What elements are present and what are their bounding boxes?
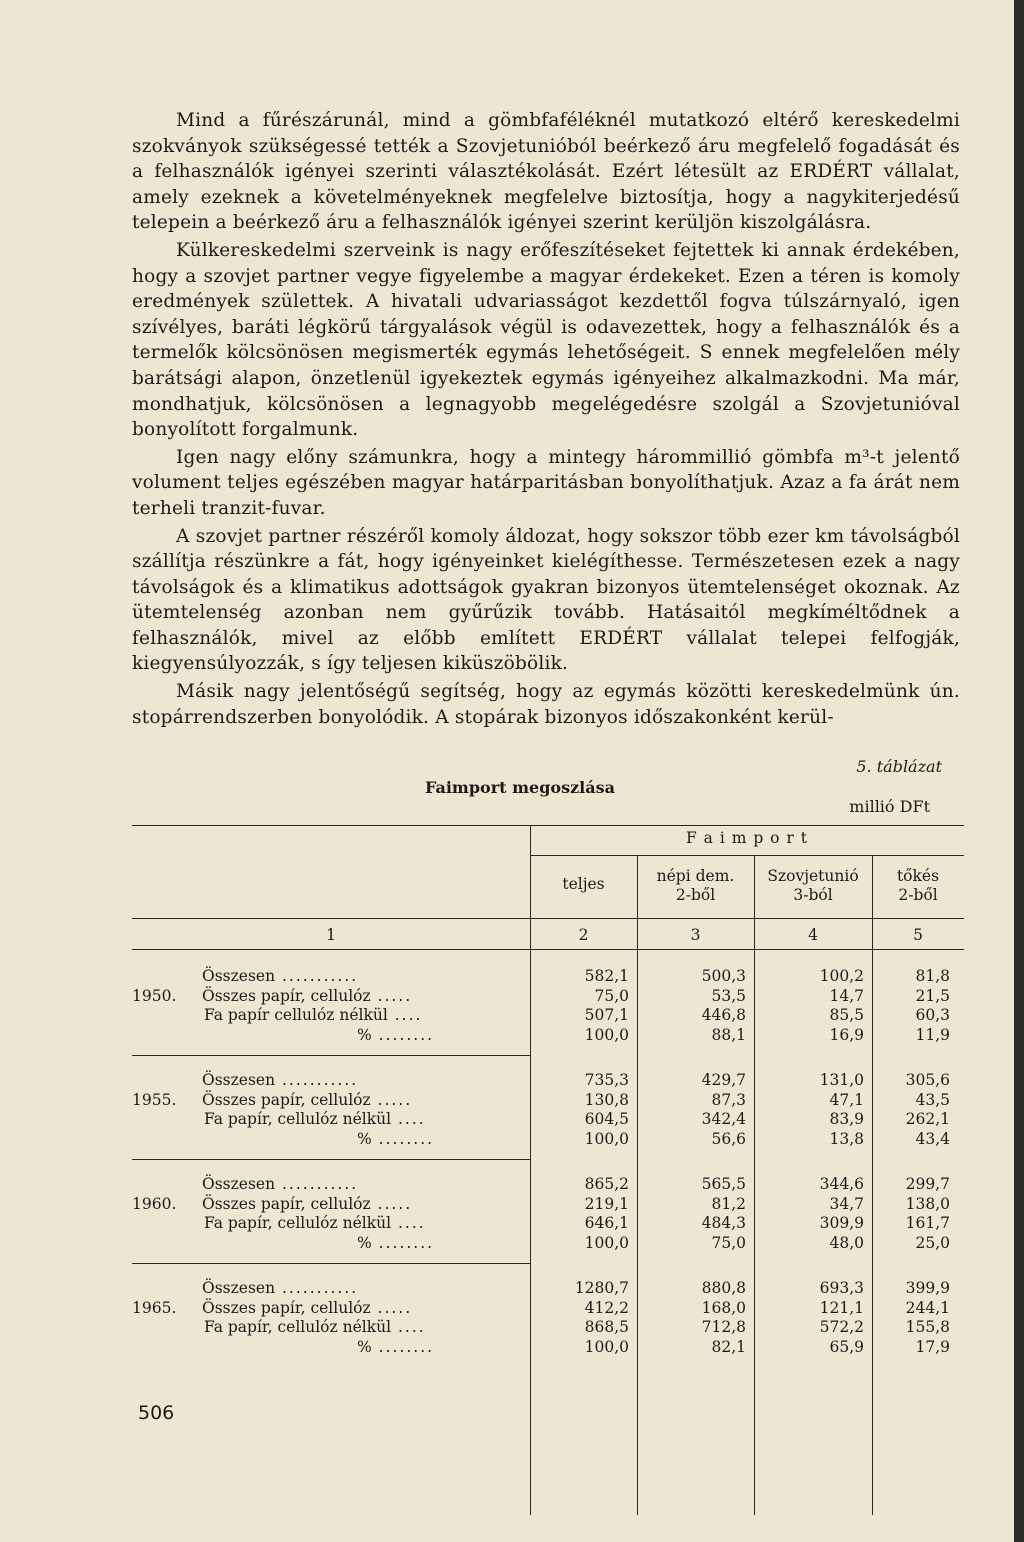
- table-cell: 65,9: [829, 1337, 864, 1356]
- table-cell: 21,5: [915, 986, 950, 1005]
- year-label: 1950.: [132, 986, 177, 1005]
- table-cell: 130,8: [584, 1090, 629, 1109]
- table-cell: 75,0: [594, 986, 629, 1005]
- table-cell: 43,5: [915, 1090, 950, 1109]
- row-label: [357, 1130, 434, 1148]
- row-label-text: Fa papír, cellulóz nélkül: [204, 1110, 392, 1129]
- colnum-rule: [132, 949, 964, 950]
- table-cell: 81,2: [711, 1194, 746, 1213]
- col-number-2: 2: [578, 926, 589, 944]
- paragraph-4: A szovjet partner részéről komoly áldozat, hogy sokszor több ezer km távolságból szállítja részünkre a fát, hogy igényeinket kielégíthesse. Természetesen ezek a nagy távolságok és a klimatikus adottságok gyakran bizonyos ütemtelenséget okoznak. Az ütemtelenség azonban nem gyűrűzik tovább. Hatásaitól megkíméltődnek a felhasználók, mivel az előbb említett ERDÉRT vállalat telepei felfogják, kiegyensúlyozzák, s így teljesen kiküszöbölik.: [132, 525, 960, 675]
- table-cell: 1280,7: [574, 1279, 629, 1297]
- group-header: F a i m p o r t: [685, 829, 809, 847]
- paragraph-5: Másik nagy jelentőségű segítség, hogy az egymás közötti kereskedelmünk ún. stopárrendszerben bonyolódik. A stopárak bizonyos időszakonként kerül-: [132, 681, 960, 728]
- leader-dots: ....: [387, 1006, 423, 1025]
- row-label-text: %: [357, 1025, 372, 1044]
- table-cell: 155,8: [905, 1318, 950, 1337]
- row-label: [202, 1091, 412, 1109]
- row-label: [357, 1026, 434, 1044]
- group-separator: [132, 1159, 530, 1160]
- table-cell: 693,3: [819, 1279, 864, 1297]
- group-separator: [132, 1055, 530, 1056]
- table-cell: 344,6: [819, 1175, 864, 1193]
- col-number-3: 3: [690, 926, 701, 944]
- table-cell: 309,9: [819, 1214, 864, 1233]
- leader-dots: ....: [391, 1110, 426, 1129]
- row-label-text: %: [357, 1129, 372, 1148]
- table-cell: 100,0: [584, 1129, 629, 1148]
- paragraph-1: Mind a fűrészárunál, mind a gömbfaféléknél mutatkozó eltérő kereskedelmi szokványok szükségessé tették a Szovjetunióból beérkező áru megfelelő fogadását és a felhasználók igényei szerinti választékolását. Ezért létesült az ERDÉRT vállalat, amely ezeknek a követelményeknek megfelelve biztosítja, hogy a nagykiterjedésű telepein a beérkező áru a felhasználók igényei szerint kerüljön kiszolgálásra.: [132, 110, 960, 234]
- table-cell: 88,1: [711, 1025, 746, 1044]
- row-label: [202, 987, 412, 1005]
- table-cell: 868,5: [584, 1318, 629, 1337]
- row-label-text: Fa papír, cellulóz nélkül: [204, 1318, 392, 1337]
- leader-dots: ...........: [275, 967, 359, 985]
- paragraph-3: Igen nagy előny számunkra, hogy a mintegy hárommillió gömbfa m³-t jelentő volument teljes egészében magyar határparitásban bonyolíthatjuk. Azaz a fa árát nem terheli tranzit-fuvar.: [132, 446, 960, 519]
- leader-dots: .....: [370, 1090, 413, 1109]
- row-label-text: Összes papír, cellulóz: [202, 1090, 371, 1109]
- leader-dots: ....: [391, 1214, 426, 1233]
- table-cell: 25,0: [915, 1233, 950, 1252]
- table-cell: 161,7: [905, 1214, 950, 1233]
- col-header-tokes: tőkés 2-ből: [896, 867, 940, 904]
- row-label: [202, 967, 358, 985]
- table-title: Faimport megoszlása: [425, 778, 615, 797]
- leader-dots: ........: [371, 1025, 435, 1044]
- table-cell: 14,7: [829, 986, 864, 1005]
- table-cell: 100,2: [819, 967, 864, 985]
- table-cell: 342,4: [701, 1110, 746, 1129]
- col-header-nepi-dem: népi dem. 2-ből: [656, 867, 735, 904]
- table-cell: 85,5: [829, 1006, 864, 1025]
- table-cell: 582,1: [584, 967, 629, 985]
- table-cell: 604,5: [584, 1110, 629, 1129]
- table-cell: 565,5: [701, 1175, 746, 1193]
- leader-dots: ...........: [275, 1071, 359, 1089]
- leader-dots: ....: [391, 1318, 426, 1337]
- year-label: 1955.: [132, 1090, 177, 1109]
- page-number: 506: [138, 1402, 175, 1424]
- table-cell: 305,6: [905, 1071, 950, 1089]
- table-cell: 17,9: [915, 1337, 950, 1356]
- leader-dots: ...........: [275, 1175, 359, 1193]
- group-header-rule: [530, 855, 964, 856]
- row-label: [204, 1318, 426, 1336]
- row-label-text: Összes papír, cellulóz: [202, 986, 371, 1005]
- table-cell: 735,3: [584, 1071, 629, 1089]
- row-label-text: Összesen: [202, 1175, 276, 1193]
- row-label: [202, 1071, 358, 1089]
- table-cell: 83,9: [829, 1110, 864, 1129]
- row-label: [357, 1338, 434, 1356]
- leader-dots: .....: [370, 1298, 413, 1317]
- col-number-4: 4: [808, 926, 818, 944]
- table-cell: 56,6: [711, 1129, 746, 1148]
- col-number-1: 1: [326, 926, 336, 944]
- table-cell: 43,4: [915, 1129, 950, 1148]
- table-cell: 53,5: [711, 986, 746, 1005]
- table-cell: 646,1: [584, 1214, 629, 1233]
- faimport-table: [132, 825, 964, 1515]
- table-cell: 244,1: [905, 1298, 950, 1317]
- row-label: [204, 1214, 426, 1232]
- leader-dots: .....: [370, 1194, 413, 1213]
- table-cell: 48,0: [829, 1233, 864, 1252]
- table-cell: 82,1: [711, 1337, 746, 1356]
- table-cell: 429,7: [701, 1071, 746, 1089]
- header-rule: [132, 918, 964, 919]
- row-label: [202, 1279, 358, 1297]
- table-cell: 399,9: [905, 1279, 950, 1297]
- table-cell: 712,8: [701, 1318, 746, 1337]
- row-label-text: Összesen: [202, 967, 276, 985]
- table-cell: 81,8: [915, 967, 950, 985]
- table-cell: 11,9: [915, 1025, 950, 1044]
- row-label: [204, 1110, 426, 1128]
- row-label: [202, 1299, 412, 1317]
- leader-dots: ........: [371, 1337, 435, 1356]
- table-cell: 100,0: [584, 1233, 629, 1252]
- page-edge-shadow: [1014, 0, 1024, 1542]
- row-label: [204, 1006, 422, 1024]
- row-label-text: Fa papír cellulóz nélkül: [204, 1006, 388, 1025]
- year-label: 1965.: [132, 1298, 177, 1317]
- table-cell: 34,7: [829, 1194, 864, 1213]
- table-cell: 87,3: [711, 1090, 746, 1109]
- row-label: [202, 1175, 358, 1193]
- row-label: [202, 1195, 412, 1213]
- leader-dots: ...........: [275, 1279, 359, 1297]
- leader-dots: ........: [371, 1129, 435, 1148]
- table-cell: 47,1: [829, 1090, 864, 1109]
- col-number-5: 5: [913, 926, 923, 944]
- table-cell: 168,0: [701, 1298, 746, 1317]
- table-cell: 219,1: [584, 1194, 629, 1213]
- table-cell: 75,0: [711, 1233, 746, 1252]
- row-label-text: Összesen: [202, 1071, 276, 1089]
- table-cell: 138,0: [905, 1194, 950, 1213]
- table-number: 5. táblázat: [856, 757, 942, 776]
- table-cell: 507,1: [584, 1006, 629, 1025]
- row-label-text: %: [357, 1337, 372, 1356]
- row-label-text: Összesen: [202, 1279, 276, 1297]
- paragraph-2: Külkereskedelmi szerveink is nagy erőfeszítéseket fejtettek ki annak érdekében, hogy a szovjet partner vegye figyelembe a magyar érdekeket. Ezen a téren is komoly eredmények születtek. A hivatali udvariasságot kezdettől fogva túlszárnyaló, igen szívélyes, baráti légkörű tárgyalások végül is odavezettek, hogy a felhasználók és a termelők kölcsönösen megismerték egymás lehetőségeit. S ennek megfelelően mély barátsági alapon, önzetlenül igyekeztek egymás igényeihez alkalmazkodni. Ma már, mondhatjuk, kölcsönösen a legnagyobb megelégedésre szolgál a Szovjetunióval bonyolított forgalmunk.: [132, 239, 960, 441]
- row-label-text: %: [357, 1233, 372, 1252]
- year-label: 1960.: [132, 1194, 177, 1213]
- col-header-teljes: teljes: [562, 875, 605, 893]
- group-separator: [132, 1263, 530, 1264]
- table-unit: millió DFt: [849, 797, 930, 816]
- row-label: [357, 1234, 434, 1252]
- table-cell: 100,0: [584, 1025, 629, 1044]
- leader-dots: ........: [371, 1233, 435, 1252]
- table-cell: 412,2: [584, 1298, 629, 1317]
- row-label-text: Összes papír, cellulóz: [202, 1194, 371, 1213]
- table-cell: 500,3: [701, 967, 746, 985]
- table-cell: 16,9: [829, 1025, 864, 1044]
- table-cell: 131,0: [819, 1071, 864, 1089]
- body-text: [132, 108, 960, 730]
- table-cell: 484,3: [701, 1214, 746, 1233]
- table-cell: 60,3: [915, 1006, 950, 1025]
- table-cell: 880,8: [701, 1279, 746, 1297]
- table-cell: 299,7: [905, 1175, 950, 1193]
- table-top-rule: [132, 825, 964, 826]
- table-cell: 446,8: [701, 1006, 746, 1025]
- table-cell: 121,1: [819, 1298, 864, 1317]
- leader-dots: .....: [370, 986, 413, 1005]
- table-cell: 100,0: [584, 1337, 629, 1356]
- table-cell: 865,2: [584, 1175, 629, 1193]
- table-cell: 13,8: [829, 1129, 864, 1148]
- table-cell: 572,2: [819, 1318, 864, 1337]
- row-label-text: Összes papír, cellulóz: [202, 1298, 371, 1317]
- table-cell: 262,1: [905, 1110, 950, 1129]
- row-label-text: Fa papír, cellulóz nélkül: [204, 1214, 392, 1233]
- col-header-szovjetunio: Szovjetunió 3-ból: [767, 867, 859, 904]
